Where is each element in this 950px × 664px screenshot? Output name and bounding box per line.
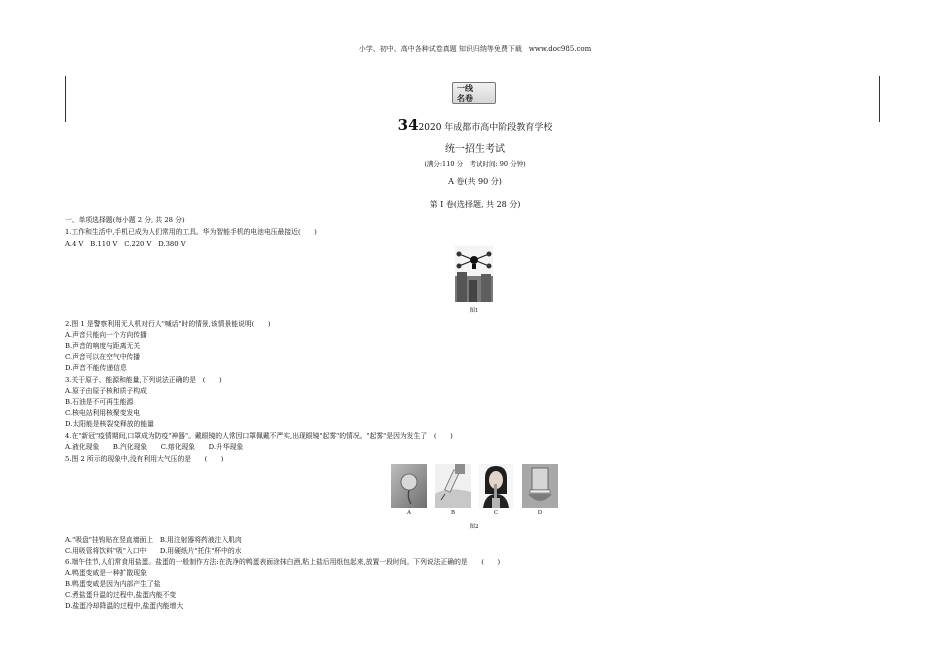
badge-line2: 名卷: [457, 94, 473, 103]
photo-label-c: C: [493, 510, 499, 516]
q2-option-c: C.声音可以在空气中传播: [65, 353, 141, 361]
q2-stem: 2.图 1 是警察利用无人机对行人"喊话"时的情景,该情景能说明( ): [65, 320, 271, 328]
q4-options: A.液化现象 B.汽化现象 C.熔化现象 D.升华现象: [65, 443, 244, 451]
photo-label-a: A: [407, 510, 411, 516]
figure-2-photo-c: [479, 464, 513, 508]
q6-option-d: D.盐蛋冷却降温的过程中,盐蛋内能增大: [65, 602, 184, 610]
photo-label-d: D: [537, 510, 543, 516]
q6-option-b: B.鸭蛋变咸是因为内部产生了盐: [65, 580, 161, 588]
header-note: 小学、初中、高中各种试卷真题 知识归纳等免费下载 www.doc985.com: [358, 45, 592, 53]
page-subtitle: 统一招生考试: [445, 144, 505, 155]
q6-option-a: A.鸭蛋变咸是一种扩散现象: [65, 569, 147, 577]
figure-1-caption: 图1: [469, 308, 479, 314]
q2-option-d: D.声音不能传递信息: [65, 364, 127, 372]
exam-info: (满分:110 分 考试时间: 90 分钟): [424, 160, 526, 168]
q6-stem: 6.端午佳节,人们常食用盐蛋。盐蛋的一般制作方法:在洗净的鸭蛋表面涂抹白酒,粘上盐后用纸包起来,放置一段时间。下列说法正确的是 ( ): [65, 558, 501, 566]
volume-a-heading: A 卷(共 90 分): [448, 177, 502, 186]
q3-stem: 3.关于原子、能源和能量,下列说法正确的是 ( ): [65, 376, 222, 384]
volume-1-heading: 第 Ⅰ 卷(选择题, 共 28 分): [429, 200, 521, 209]
q3-option-c: C.核电站利用核聚变发电: [65, 409, 141, 417]
q3-option-a: A.原子由原子核和质子构成: [65, 387, 147, 395]
q2-option-b: B.声音的响度与距离无关: [65, 342, 141, 350]
photo-label-b: B: [450, 510, 456, 516]
q3-option-b: B.石油是不可再生能源: [65, 398, 134, 406]
badge-line1: 一线: [457, 84, 473, 93]
q3-option-d: D.太阳能是核裂变释放的能量: [65, 420, 154, 428]
figure-1-drone-photo: [455, 246, 493, 302]
q6-option-c: C.煮盐蛋升温的过程中,盐蛋内能不变: [65, 591, 177, 599]
brand-badge: [452, 82, 496, 104]
figure-2-photo-a: [391, 464, 427, 508]
q1-stem: 1.工作和生活中,手机已成为人们常用的工具。华为智能手机的电池电压最接近( ): [65, 228, 317, 236]
q5-options-row1: A."吸盘"挂钩贴在竖直墙面上 B.用注射器将药液注入肌肉: [65, 536, 242, 544]
figure-2-photo-d: [522, 464, 558, 508]
paper-number: 34: [397, 116, 419, 134]
figure-2-photo-b: [435, 464, 471, 508]
q5-options-row2: C.用吸管将饮料"吸"入口中 D.用硬纸片"托住"杯中的水: [65, 547, 242, 555]
figure-2-caption: 图2: [469, 524, 479, 530]
q2-option-a: A.声音只能向一个方向传播: [65, 331, 147, 339]
page-title: [0, 116, 950, 134]
q1-options: A.4 V B.110 V C.220 V D.380 V: [65, 240, 186, 248]
q5-stem: 5.图 2 所示的现象中,没有利用大气压的是 ( ): [65, 455, 224, 463]
section-heading: 一、单项选择题(每小题 2 分, 共 28 分): [65, 216, 185, 224]
title-text: 2020 年成都市高中阶段教育学校: [418, 123, 553, 133]
q4-stem: 4.在"新冠"疫情期间,口罩成为防疫"神器"。戴眼镜的人常因口罩佩戴不严实,出现眼镜"起雾"的情况。"起雾"是因为发生了 ( ): [65, 432, 453, 440]
